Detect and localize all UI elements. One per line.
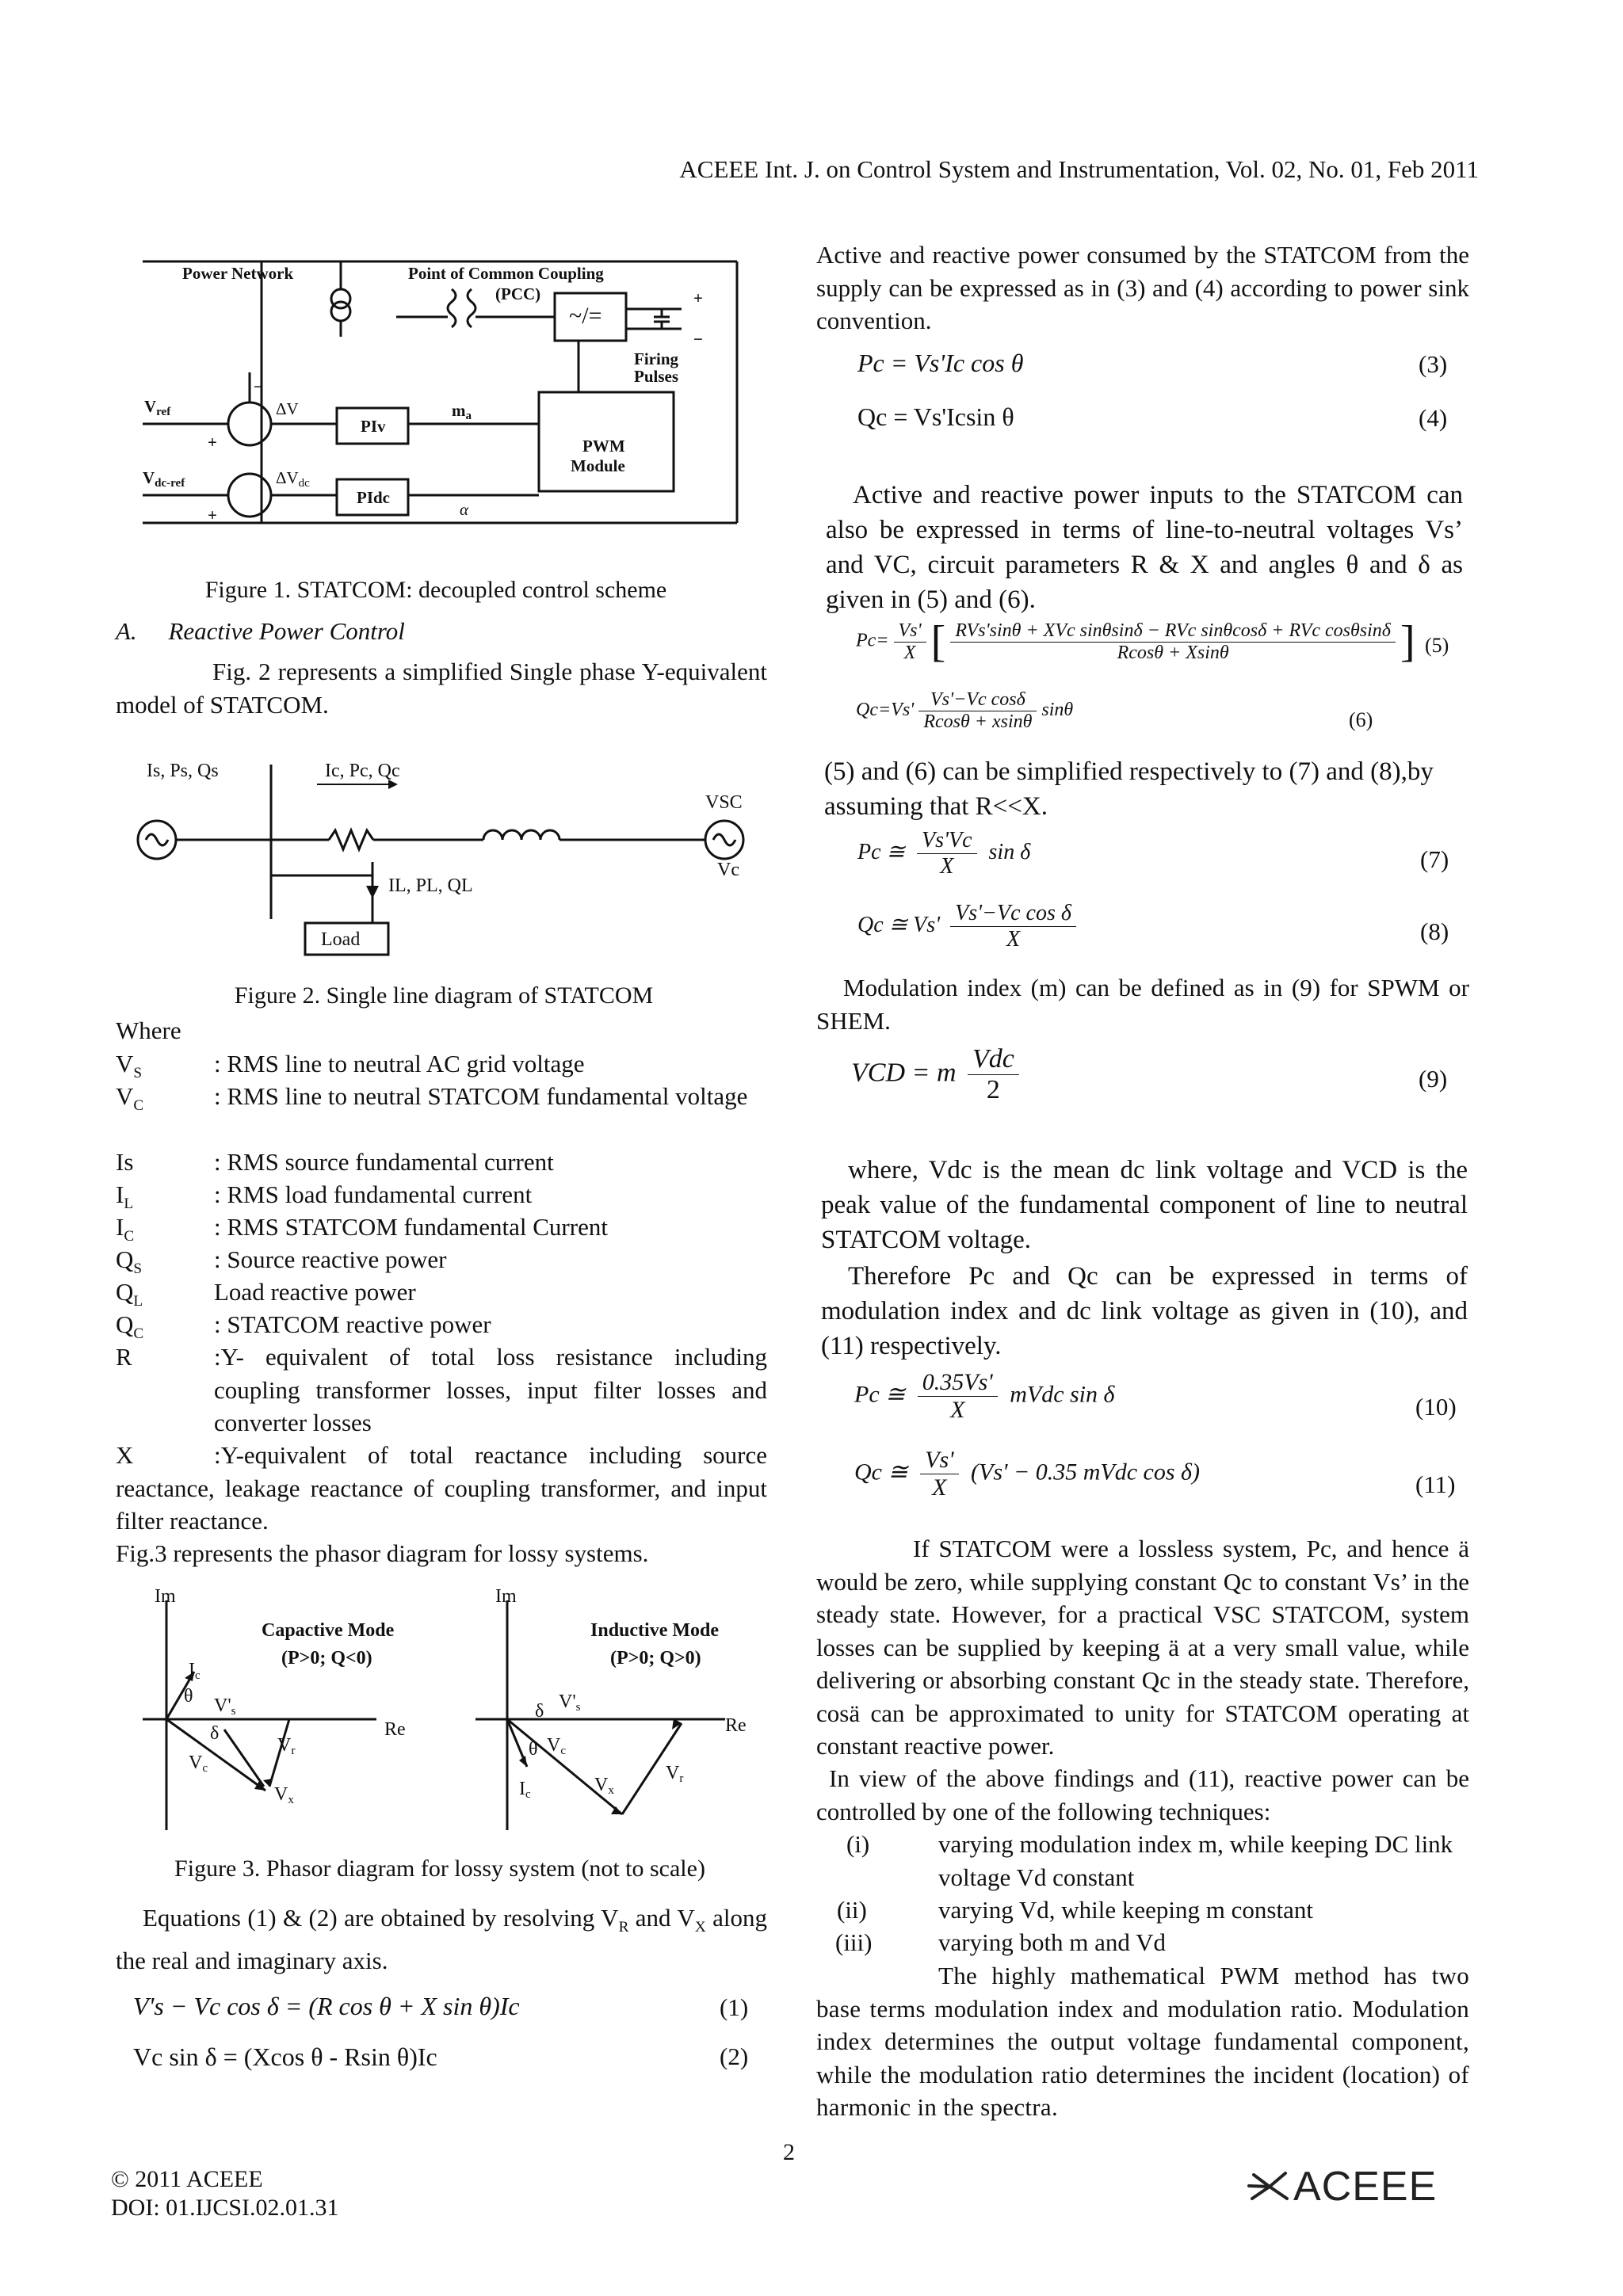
eq11-tail: (Vs' − 0.35 mVdc cos δ) [971,1459,1200,1486]
equation-11-number: (11) [1415,1470,1456,1498]
fig3-vr-right-sub: r [679,1772,684,1785]
right-paragraph-5: where, Vdc is the mean dc link voltage and VCD is the peak value of the fundamental component of line to neutral STATCOM voltage. [821,1156,1468,1254]
svg-text:Vdc-ref [143,468,185,490]
fig3-vx-right: V [594,1775,609,1795]
fig3-vr-left: V [277,1735,292,1756]
fig1-plus-cap: + [693,288,703,307]
fig1-firing: Firing [634,349,678,368]
def-x [116,1439,767,1538]
fig3-theta-right: θ [529,1739,538,1760]
right-paragraph-6: Therefore Pc and Qc can be expressed in terms of modulation index and dc link voltage as given in (10), and (11) respectively. [821,1262,1468,1360]
eq8-numerator: Vs'−Vc cos δ [950,901,1076,927]
equation-8 [857,901,1076,952]
eq-intro-text-a: Equations (1) & (2) are obtained by resolving V [143,1904,619,1932]
equation-3: Pc = Vs'Ic cos θ [857,349,1024,377]
fig3-re-right: Re [725,1715,747,1736]
fig2-vc-label: Vc [717,860,739,880]
eq-intro-text-b: and V [628,1904,695,1932]
def-symbol: R [116,1343,132,1371]
figure-1-control-scheme [135,254,753,563]
eq6-lhs: Qc=Vs' [856,700,915,721]
fig3-vc-right-sub: c [560,1745,567,1757]
fig1-piv: PIv [361,417,386,436]
right-paragraph-9: The highly mathematical PWM method has two base terms modulation index and modulation ratio. Modulation index determines the output voltage fundamental component, while the modulation ratio determines the incident (location) of harmonic in the spectra. [816,1962,1469,2121]
fig3-delta-left: δ [210,1723,220,1744]
eq8-denominator: X [1006,927,1021,952]
svg-text:Vr [666,1763,683,1785]
fig1-power-network: Power Network [182,264,294,283]
right-paragraph-8: In view of the above findings and (11), reactive power can be controlled by one of the following techniques: [816,1764,1469,1825]
equation-3-number: (3) [1419,350,1448,378]
eq5-denominator: Rcosθ + Xsinθ [1117,642,1229,663]
fig1-dv: ΔV [276,399,299,418]
def-symbol: Q [116,1245,134,1273]
svg-text:V's [559,1691,581,1714]
figure-3-caption: Figure 3. Phasor diagram for lossy system (not to scale) [174,1855,705,1882]
fig1-dvdc-sub: dc [298,477,310,490]
def-symbol: I [116,1180,124,1208]
equation-1: V's − Vc cos δ = (R cos θ + X sin θ)Ic [133,1992,520,2020]
fig3-vr-right: V [666,1763,680,1783]
list-item-1-text: varying modulation index m, while keeping DC link voltage Vd constant [938,1830,1453,1891]
fig1-pwm1: PWM [582,437,625,456]
svg-text:ΔVdc [276,468,310,490]
fig3-vc-left-sub: c [202,1762,208,1775]
equation-10 [854,1369,1114,1424]
fig2-source-label: Is, Ps, Qs [147,761,219,781]
fig3-ic-right: I [519,1779,525,1799]
def-text: : RMS load fundamental current [214,1180,533,1208]
def-symbol: Q [116,1278,134,1306]
fig1-vref: V [144,397,157,416]
def-symbol-sub: C [133,1097,144,1115]
fig2-intro: Fig. 2 represents a simplified Single phase Y-equivalent model of STATCOM. [116,658,767,719]
eq9-denominator: 2 [986,1075,1000,1104]
fig3-vs-right: V' [559,1691,576,1712]
equation-5-number: (5) [1425,634,1449,657]
eq5-pre-denominator: X [903,642,916,663]
equation-10-number: (10) [1415,1393,1457,1421]
svg-text:ma [452,401,472,422]
aceee-logo-icon [1246,2167,1293,2206]
fig3-vx-left: V [274,1784,288,1805]
def-symbol: Q [116,1310,134,1338]
fig3-vc-left: V [189,1753,203,1773]
svg-text:Vc [189,1753,208,1775]
fig3-ic-left-sub: c [195,1669,200,1682]
right-paragraph-1: Active and reactive power consumed by the STATCOM from the supply can be expressed as in (3) and (4) according to power sink convention. [816,241,1469,334]
fig3-ind-cond: (P>0; Q>0) [610,1648,701,1669]
fig1-vref-sub: ref [156,406,171,418]
fig1-converter: ~/= [569,303,602,329]
def-symbol: X [116,1441,134,1469]
fig3-intro: Fig.3 represents the phasor diagram for lossy systems. [116,1539,649,1567]
fig1-ma-sub: a [465,410,472,422]
fig3-theta-left: θ [184,1686,193,1707]
eq6-numerator: Vs'−Vc cosδ [918,689,1037,711]
eq5-numerator: RVs'sinθ + XVc sinθsinδ − RVc sinθcosδ + RVc cosθsinδ [950,620,1396,643]
fig3-im-right: Im [495,1586,517,1607]
figure-3-phasor-diagram [135,1585,761,1846]
figure-2-caption: Figure 2. Single line diagram of STATCOM [234,982,654,1009]
equation-2: Vc sin δ = (Xcos θ - Rsin θ)Ic [133,2042,437,2071]
list-item-1-num: (i) [846,1830,870,1858]
def-text: :Y-equivalent of total reactance including source reactance, leakage reactance of coupling transformer, and input filter reactance. [116,1441,767,1535]
fig2-load-flow-label: IL, PL, QL [388,875,473,896]
equation-6 [856,689,1073,733]
fig3-vs-right-sub: s [575,1701,581,1714]
fig3-cap-cond: (P>0; Q<0) [281,1648,372,1669]
equation-5: Pc= $\frac{Vs'}{X}$ [ $\frac{\text{RVs'sinθ + XVc sinθsinδ − RVc sinθcosδ + RVc cosθsinδ}}{Rcos\theta + Xsin\theta}$ ] [856,617,1415,666]
def-text: : RMS line to neutral STATCOM fundamental voltage [214,1082,748,1110]
section-a-title: Reactive Power Control [168,617,405,645]
equation-8-number: (8) [1420,917,1449,945]
svg-text:Vref [144,397,171,418]
def-symbol-sub: L [133,1293,143,1310]
equation-4: Qc = Vs'Icsin θ [857,402,1014,431]
fig3-vx-left-sub: x [288,1794,294,1806]
fig3-ic-right-sub: c [525,1788,531,1801]
fig3-vs-left-sub: s [231,1705,236,1718]
def-symbol: V [116,1082,134,1110]
def-symbol: I [116,1213,124,1241]
eq11-lhs: Qc ≅ [854,1459,908,1486]
equation-9-number: (9) [1419,1065,1448,1093]
fig3-cap-mode: Capactive Mode [262,1620,395,1641]
eq10-tail: mVdc sin δ [1010,1381,1115,1408]
def-symbol: Is [116,1148,134,1176]
figure-2-single-line [127,753,761,967]
fig2-load-label: Load [321,929,361,950]
def-symbol-sub: S [133,1261,143,1278]
fig2-conv-label: Ic, Pc, Qc [325,761,400,781]
fig1-dvdc: ΔV [276,468,299,487]
def-text: : RMS source fundamental current [214,1148,554,1176]
eq-intro [116,1901,767,1977]
eq7-denominator: X [940,854,954,879]
section-a-number: A. [116,617,137,645]
svg-text:V's [214,1695,236,1718]
fig2-vsc-label: VSC [705,792,743,813]
where-label: Where [116,1016,181,1044]
svg-text:Ic [189,1660,200,1682]
def-symbol-sub: C [133,1325,144,1343]
eq7-lhs: Pc ≅ [857,839,905,864]
fig3-vc-right: V [547,1735,561,1756]
fig3-im-left: Im [155,1586,176,1607]
def-text: : RMS line to neutral AC grid voltage [214,1050,585,1077]
eq7-numerator: Vs'Vc [917,828,977,854]
eq7-tail: sin δ [988,839,1031,864]
fig1-minus: − [254,377,263,396]
footer-copyright: © 2011 ACEEE [111,2166,263,2192]
def-symbol-sub: C [124,1228,135,1245]
list-item-3-num: (iii) [835,1928,873,1956]
fig3-vr-left-sub: r [291,1745,296,1757]
fig1-minus-cap: − [693,330,703,349]
fig1-vdcref: V [143,468,155,487]
eq-intro-sub-r: R [618,1919,629,1936]
equation-9 [851,1044,1019,1105]
list-item-2-num: (ii) [837,1896,867,1924]
def-text: : STATCOM reactive power [214,1310,491,1338]
def-text: : RMS STATCOM fundamental Current [214,1213,608,1241]
list-item-3-text: varying both m and Vd [938,1928,1167,1956]
equation-11 [854,1447,1200,1501]
eq10-lhs: Pc ≅ [854,1381,906,1408]
fig1-pcc-abbr: (PCC) [495,284,541,303]
aceee-logo-text: ACEEE [1293,2164,1438,2210]
fig3-re-left: Re [384,1719,406,1740]
eq9-lhs: VCD = m [851,1058,957,1088]
equation-7-number: (7) [1420,845,1449,873]
eq6-denominator: Rcosθ + xsinθ [923,711,1033,732]
section-a-heading [116,615,405,648]
def-symbol-sub: S [133,1065,143,1082]
fig1-pwm2: Module [571,456,625,475]
def-symbol-sub: L [124,1196,134,1213]
fig1-alpha: α [460,500,469,519]
footer-doi: DOI: 01.IJCSI.02.01.31 [111,2195,339,2221]
page-number: 2 [783,2139,795,2165]
fig1-pidc: PIdc [357,488,390,507]
eq5-pre-numerator: Vs' [894,620,926,643]
figure-1-caption: Figure 1. STATCOM: decoupled control scheme [204,577,667,603]
eq8-lhs: Qc ≅ Vs' [857,912,941,937]
fig1-ma: m [452,401,466,420]
fig1-plus-2: + [208,505,217,524]
right-paragraph-3: (5) and (6) can be simplified respectively to (7) and (8),by assuming that R<<X. [824,757,1434,821]
equation-4-number: (4) [1419,404,1448,432]
eq11-denominator: X [932,1474,947,1501]
eq5-lhs: Pc= [856,630,889,651]
eq10-numerator: 0.35Vs' [918,1369,998,1397]
svg-text:Vr [277,1735,295,1757]
fig1-pcc: Point of Common Coupling [408,264,604,283]
equation-6-number: (6) [1349,708,1373,731]
fig3-delta-right: δ [535,1701,544,1722]
fig1-pulses: Pulses [634,367,679,386]
eq-intro-text-c: along the real and imaginary axis. [116,1904,767,1974]
svg-text:Vx [594,1775,614,1797]
fig3-ic-left: I [189,1660,195,1680]
list-item-2-text: varying Vd, while keeping m constant [938,1896,1313,1924]
eq6-tail: sinθ [1041,700,1074,721]
fig3-vs-left: V' [214,1695,231,1716]
def-symbol: V [116,1050,134,1077]
aceee-logo [1246,2163,1437,2210]
fig1-plus-1: + [208,433,217,452]
right-paragraph-2: Active and reactive power inputs to the STATCOM can also be expressed in terms of line-to-neutral voltages Vs’ and VC, circuit parameters R & X and angles θ and δ as given in (5) and (6). [826,481,1463,614]
equation-7 [857,828,1030,879]
eq-intro-sub-x: X [694,1919,706,1936]
def-text: Load reactive power [214,1278,416,1306]
running-header: ACEEE Int. J. on Control System and Instrumentation, Vol. 02, No. 01, Feb 2011 [679,155,1479,183]
eq10-denominator: X [950,1397,965,1423]
eq11-numerator: Vs' [920,1447,958,1474]
equation-1-number: (1) [720,1993,749,2021]
eq9-numerator: Vdc [968,1044,1019,1075]
right-paragraph-7: If STATCOM were a lossless system, Pc, and hence ä would be zero, while supplying constant Qc to constant Vs’ in the steady state. However, for a practical VSC STATCOM, system losses can be supplied by keeping ä at a very small value, while delivering or absorbing constant Qc in the steady state. Therefore, cosä can be approximated to unity for STATCOM operating at constant reactive power. [816,1535,1469,1760]
def-text: :Y- equivalent of total loss resistance including coupling transformer losses, input filter losses and converter losses [214,1343,767,1436]
def-text: : Source reactive power [214,1245,447,1273]
svg-text:Ic [519,1779,531,1801]
fig3-vx-right-sub: x [608,1784,614,1797]
svg-text:Vx [274,1784,294,1806]
fig1-vdcref-sub: dc-ref [155,477,185,490]
equation-2-number: (2) [720,2042,749,2070]
svg-text:Vc [547,1735,566,1757]
right-paragraph-4: Modulation index (m) can be defined as in (9) for SPWM or SHEM. [816,974,1469,1035]
fig3-ind-mode: Inductive Mode [590,1620,719,1641]
